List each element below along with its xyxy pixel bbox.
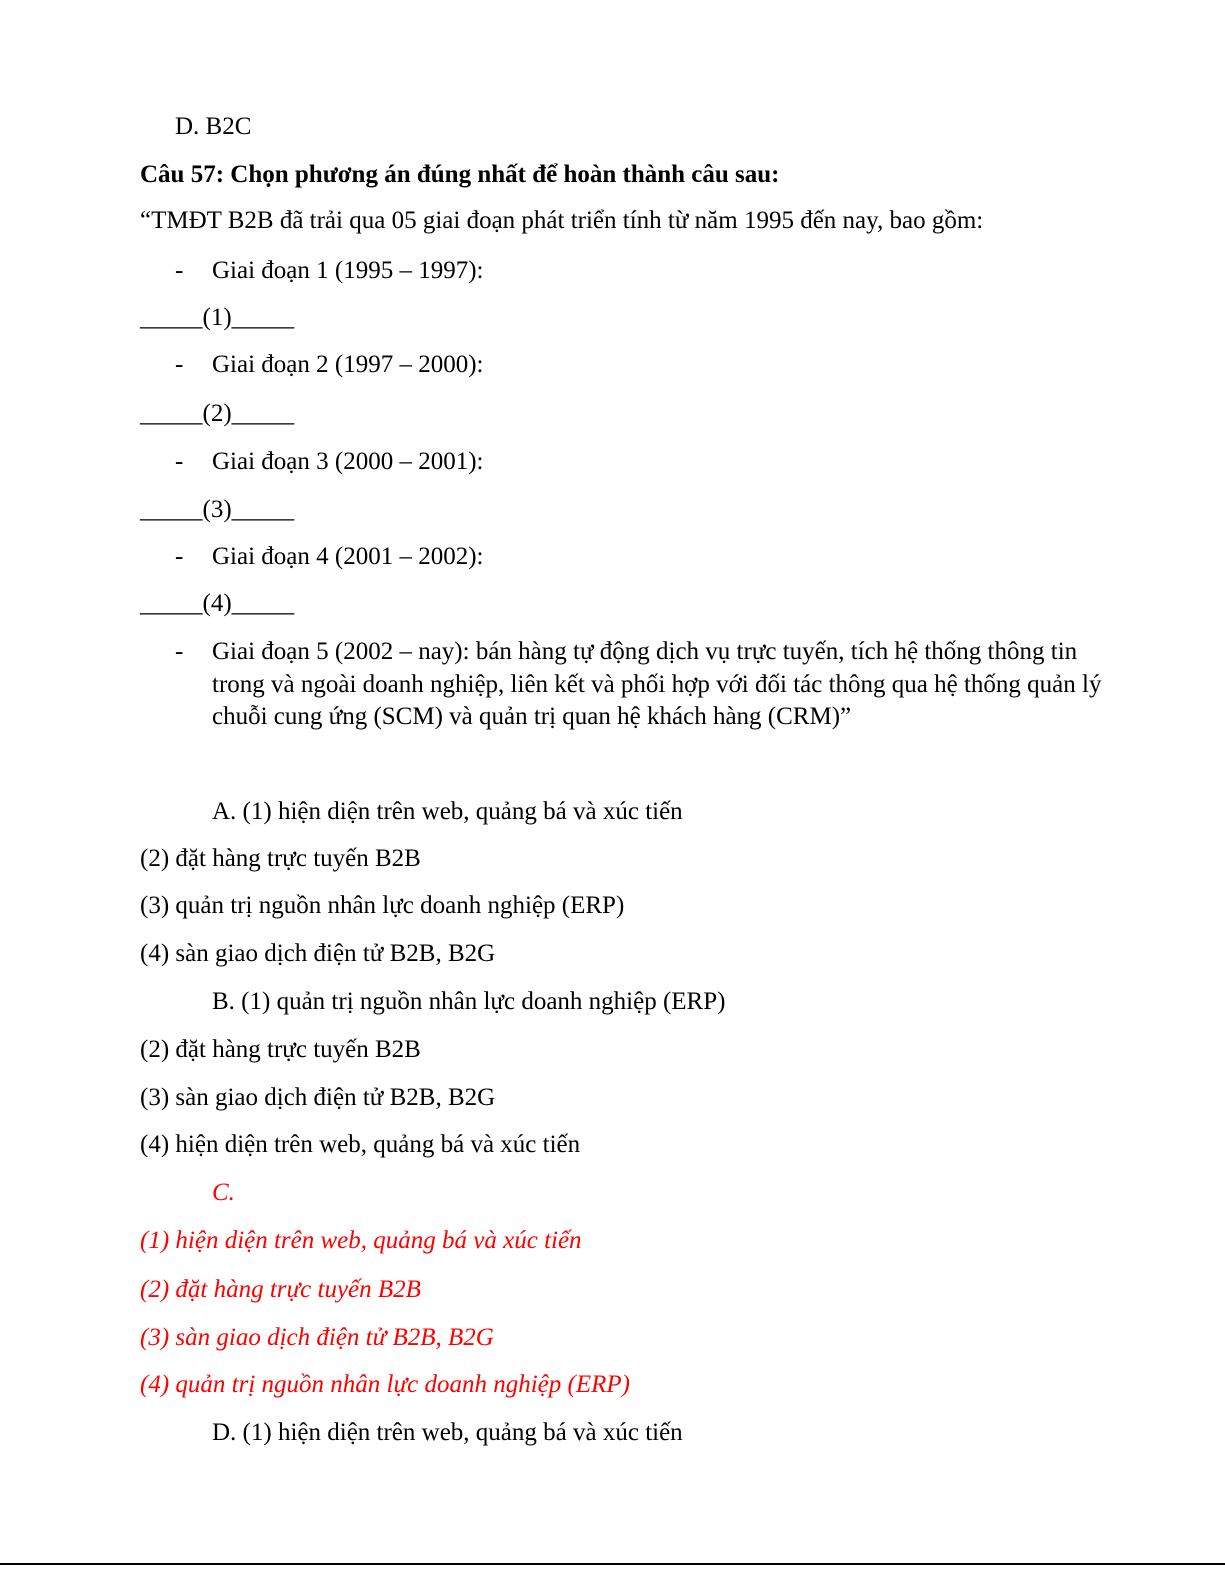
option-a-line-3: (3) quản trị nguồn nhân lực doanh nghiệp (ERP): [140, 892, 625, 919]
question-title: Câu 57: Chọn phương án đúng nhất để hoàn thành câu sau:: [140, 161, 780, 188]
option-c-line-4: (4) quản trị nguồn nhân lực doanh nghiệp (ERP): [140, 1371, 630, 1398]
stage-1-blank: _____(1)_____: [140, 304, 295, 331]
option-b-head: B. (1) quản trị nguồn nhân lực doanh nghiệp (ERP): [212, 988, 726, 1015]
stage-4-blank: _____(4)_____: [140, 590, 295, 617]
stage-1-label: Giai đoạn 1 (1995 – 1997):: [212, 257, 484, 284]
stage-2-dash: -: [175, 351, 184, 378]
stage-4-label: Giai đoạn 4 (2001 – 2002):: [212, 543, 484, 570]
option-b-line-4: (4) hiện diện trên web, quảng bá và xúc tiến: [140, 1131, 581, 1158]
page-bottom-rule: [0, 1563, 1225, 1565]
stage-3-blank: _____(3)_____: [140, 496, 295, 523]
stage-5-text: Giai đoạn 5 (2002 – nay): bán hàng tự động dịch vụ trực tuyến, tích hệ thống thông tin trong và ngoài doanh nghiệp, liên kết và phối hợp với đối tác thông qua hệ thống quản lý chuỗi cung ứng (SCM) và quản trị quan hệ khách hàng (CRM)”: [212, 638, 1102, 730]
question-intro: “TMĐT B2B đã trải qua 05 giai đoạn phát triển tính từ năm 1995 đến nay, bao gồm:: [140, 207, 984, 234]
option-b-line-3: (3) sàn giao dịch điện tử B2B, B2G: [140, 1084, 496, 1111]
option-c-line-1: (1) hiện diện trên web, quảng bá và xúc tiến: [140, 1227, 582, 1254]
stage-2-label: Giai đoạn 2 (1997 – 2000):: [212, 351, 484, 378]
stage-5-dash: -: [175, 638, 184, 665]
stage-2-blank: _____(2)_____: [140, 400, 295, 427]
stage-1-dash: -: [175, 257, 184, 284]
previous-option-d: D. B2C: [175, 113, 252, 140]
option-a-line-2: (2) đặt hàng trực tuyến B2B: [140, 845, 421, 872]
stage-3-label: Giai đoạn 3 (2000 – 2001):: [212, 448, 484, 475]
option-a-line-4: (4) sàn giao dịch điện tử B2B, B2G: [140, 940, 496, 967]
option-c-line-2: (2) đặt hàng trực tuyến B2B: [140, 1276, 421, 1303]
option-a-head: A. (1) hiện diện trên web, quảng bá và xúc tiến: [212, 798, 683, 825]
stage-4-dash: -: [175, 543, 184, 570]
stage-3-dash: -: [175, 448, 184, 475]
option-b-line-2: (2) đặt hàng trực tuyến B2B: [140, 1036, 421, 1063]
option-d-head: D. (1) hiện diện trên web, quảng bá và xúc tiến: [212, 1419, 683, 1446]
option-c-line-3: (3) sàn giao dịch điện tử B2B, B2G: [140, 1324, 494, 1351]
option-c-head: C.: [212, 1179, 235, 1206]
